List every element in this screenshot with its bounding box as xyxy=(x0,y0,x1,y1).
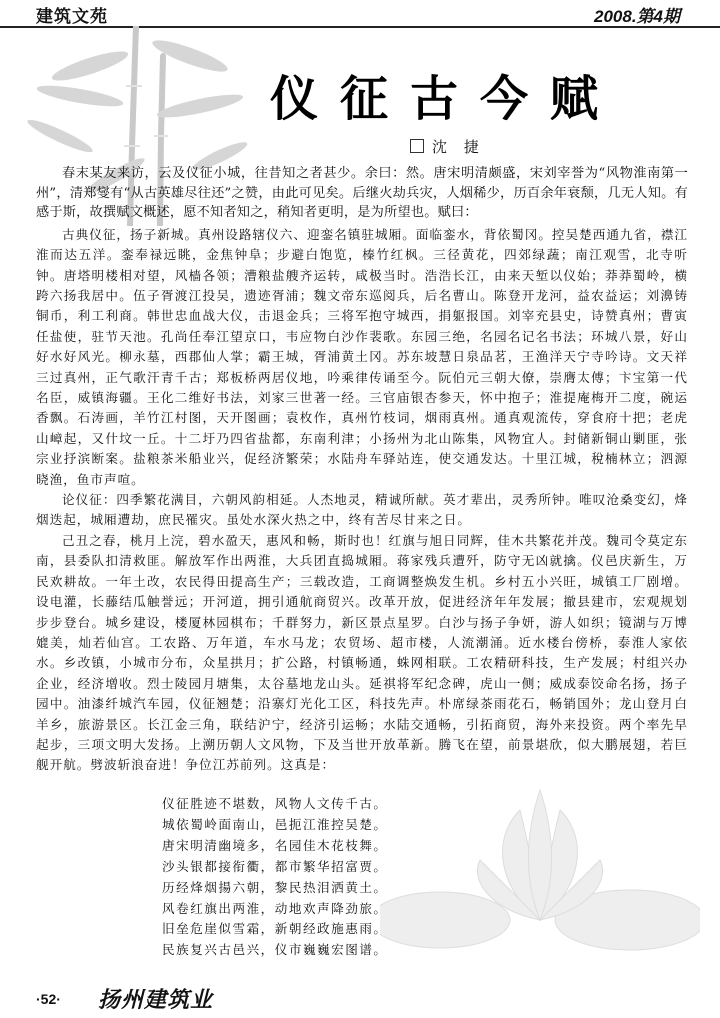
page-number: ·52· xyxy=(36,991,61,1007)
column-name: 建筑文苑 xyxy=(36,7,108,27)
poem-line: 民族复兴古邑兴，仪市巍巍宏图谱。 xyxy=(162,942,388,958)
body-paragraph: 古典仪征，扬子新城。真州设路辖仪六、迎銮名镇驻城厢。面临銮水，背依蜀冈。控吴楚西通九省，襟江淮而达五洋。銮奉禄远眺，金焦钟阜；步避白饱览，榛竹红枫。三径黄花，四郊绿蔬；南江观雪，北寺听钟。唐塔明楼相对望，风樯各领；漕粮盐艘齐运转，咸极当时。浩浩长江，由来天堑以仪始；莽莽蜀岭，横跨六扬我居中。伍子胥渡江投吴，遗迹胥浦；魏文帝东巡阅兵，后名曹山。陈登开龙河，益农益运；刘濞铸铜币，利工利商。韩世忠血战大仪，击退金兵；三将军抱守城西，捐躯报国。刘宰充县史，诗赞真州；曹寅任盐使，驻节天池。孔尚任奉江望京口，韦应物白沙作裴歌。东园三绝，名园名记名书法；环城八景，好山好水好风光。柳永墓，西郡仙人掌；霸王城，胥浦黄土冈。苏东坡慧日泉品茗，王渔洋天宁寺吟诗。文天祥三过真州，正气歌汗青千古；郑板桥两居仪地，吟乘律传诵至今。阮伯元三朝大僚，崇膺太傅；卞宝第一代名臣，威镇海疆。王化二维好书法，刘家三世著一经。三官庙银杏参天，怀中抱子；淮提庵梅开二度，碗运香飘。石涛画，羊竹江村图，天开图画；袁枚作，真州竹枝词，烟雨真州。通真观流传，穿食府十把；老虎山嶂起，又什坟一丘。十二圩乃四省盐都，东南利津；小扬州为北山陈集，风物宜人。封储新铜山剿匪，张宗业抒滨断案。盐粮茶米船业兴，促经济繁荣；水陆舟车驿站连，使交通发达。十里江城，稅楠林立；泗源晓渔，鱼市声喧。 xyxy=(36,226,688,487)
article-title: 仪征古今赋 xyxy=(270,71,621,127)
page-header xyxy=(0,0,720,28)
body-paragraph: 己丑之春，桃月上浣，碧水盈天，惠风和畅，斯时也！红旗与旭日同辉，佳木共繁花并茂。魏司令莫定东南，县委队扣清救匪。解放军作出两淮，大兵团直捣城厢。蒋家残兵遭歼，防守无凶就擒。仪邑庆新生，万民欢耕故。一年土改，农民得田提高生产；三载改造，工商调整焕发生机。乡村五小兴旺，城镇工厂剧增。设电灌，长藤结瓜触誉远；开河道，拥引通航商贸兴。改革开放，促进经济年年发展；撤县建市，宏观规划步步登台。城乡建设，楼厦林园棋布；千群努力，新区景点星罗。白沙与扬子争妍，游人如织；镜湖与万博媲美，灿若仙宫。工农路、万年道，车水马龙；农贸场、超市楼，人流潮涌。近水楼台傍桥，泰淮人家依水。乡改镇，小城市分布，众星拱月；扩公路，村镇畅通，蛛网相联。工农精研科技，生产发展；村组兴办企业，经济增收。烈士陵园月塘集，太谷墓地龙山头。延祺将军纪念碑，虎山一侧；威成泰饺命名扬，扬子园中。油漆纤城汽车园，仪征翘楚；沿寨灯光化工区，科技先声。朴席绿茶雨花石，畅销国外；龙山登月白羊乡，旅游景区。长江金三角，联结沪宁，经济引运畅；水陆交通畅，引拓商贸，海外来投资。两个率先早起步，三项文明大发扬。上溯历朝人文风物，下及当世开放革新。腾飞在望，前景堪欣，似大鹏展翅，若巨舰开航。劈波斩浪奋进！争位江苏前列。这真是： xyxy=(36,532,688,773)
poem-line: 仪征胜迹不堪数，风物人文传千古。 xyxy=(162,796,388,811)
poem-line: 唐宋明清幽境多，名园佳木花枝舞。 xyxy=(162,837,388,853)
poem-line: 风卷红旗出两淮，动地欢声降劲旅。 xyxy=(162,900,388,916)
poem-line: 历经烽烟揚六朝，黎民热泪洒黄土。 xyxy=(162,879,388,895)
poem-line: 旧垒危崖似雪霜，新朝经政施惠雨。 xyxy=(162,921,388,937)
poem-line: 沙头银都接衔衢，都市繁华招富贾。 xyxy=(162,858,388,874)
author-box-icon xyxy=(410,139,424,153)
article-body xyxy=(36,164,688,776)
body-paragraph: 论仪征：四季繁花满目，六朝风韵相延。人杰地灵，精诚所献。英才辈出，灵秀所钟。唯叹沧桑变幻，烽烟迭起，城厢遭劫，庶民罹灾。虽处水深火热之中，终有苦尽甘来之日。 xyxy=(36,492,688,528)
intro-paragraph: 春末某友来访，云及仪征小城，往昔知之者甚少。余曰：然。唐宋明清颇盛，宋刘宰誉为“风物淮南第一州”，清郑燮有“从古英雄尽往还”之赞，由此可见矣。后继火劫兵灾，人烟稀少，历百余年衰颓，几无人知。有感于斯，故撰赋文概述，愿不知者知之，稍知者更明，是为所望也。赋曰： xyxy=(36,166,688,221)
magazine-logo: 扬州建筑业 xyxy=(98,987,214,1013)
poem-line: 城依蜀岭面南山，邑扼江淮控吴楚。 xyxy=(162,816,388,832)
lotus-decoration xyxy=(380,770,700,960)
article-author xyxy=(410,136,485,157)
author-name: 沈 捷 xyxy=(432,138,485,156)
issue-number: 2008.第4期 xyxy=(594,7,680,26)
poem xyxy=(162,794,388,961)
